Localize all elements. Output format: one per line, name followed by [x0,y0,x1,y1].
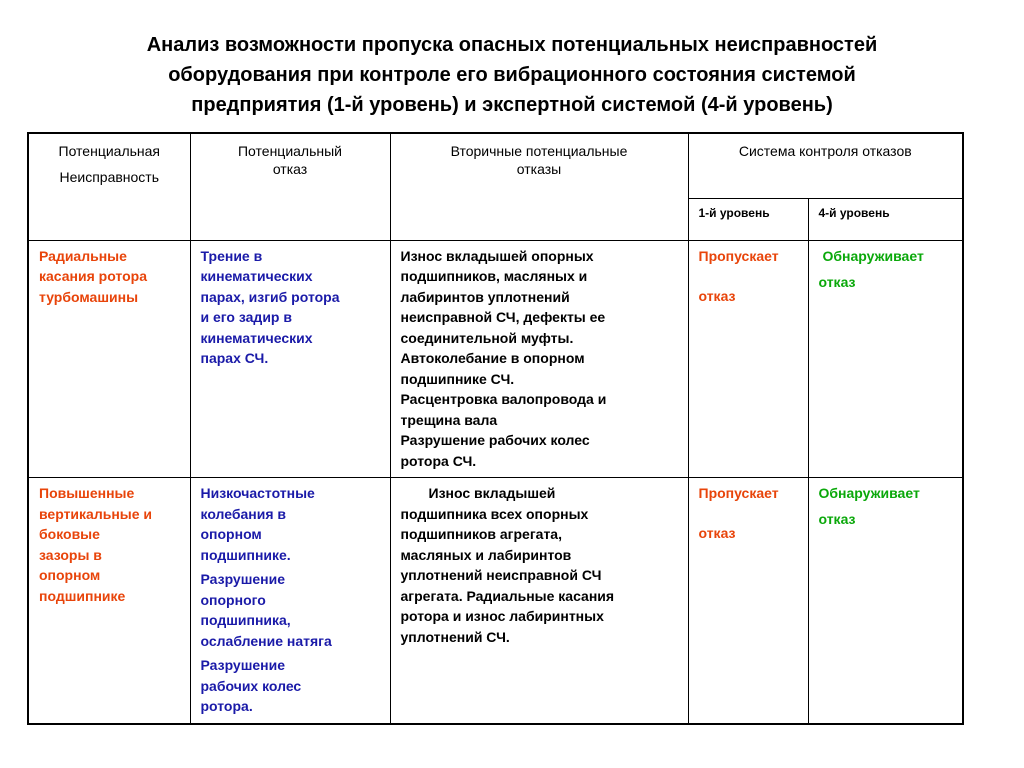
secondary-line: подшипнике СЧ. [400,370,515,387]
secondary-line: ротора СЧ. [400,452,477,469]
verdict-gap [699,269,800,283]
secondary-line: уплотнений СЧ. [400,628,510,645]
level1-verdict-cell [688,478,808,724]
failure-line: подшипнике. [200,546,291,563]
header-failure-control-system: Система контроля отказов [688,133,963,198]
malfunction-line: турбомашины [39,288,139,305]
secondary-line: Автоколебание в опорном [400,350,585,366]
failure-line: кинематических [200,329,313,346]
secondary-line: подшипника всех опорных [400,505,589,522]
analysis-table [27,132,964,725]
failure-line: и его задир в [200,309,292,325]
slide-title [60,30,964,120]
verdict-line: отказ [818,511,856,527]
malfunction-cell [28,240,190,478]
secondary-line: подшипников, масляных и [400,268,588,284]
secondary-cell [390,240,688,478]
malfunction-line: касания ротора [39,268,147,284]
failure-line: Низкочастотные [200,485,315,501]
malfunction-line: боковые [39,526,100,542]
malfunction-line: опорном [39,567,101,583]
header-col3-line1: Вторичные потенциальные [450,143,628,159]
secondary-line: Расцентровка валопровода и [400,391,607,407]
failure-group [201,483,382,565]
malfunction-line: Повышенные [39,485,135,501]
failure-line: ротора. [200,698,253,714]
secondary-line: соединительной муфты. [400,329,574,346]
secondary-line: масляных и лабиринтов [400,546,572,563]
failure-cell [190,478,390,724]
malfunction-line: Радиальные [39,247,127,264]
header-col2-line1: Потенциальный [237,143,342,159]
header-potential-failure [190,133,390,240]
table-row [28,478,963,724]
failure-line: парах СЧ. [200,350,269,366]
failure-line: ослабление натяга [200,632,332,649]
failure-line: рабочих колес [200,677,302,694]
failure-line: Разрушение [200,657,286,673]
malfunction-line: зазоры в [39,546,102,563]
verdict-line: отказ [818,273,856,290]
header-col1-line2: Неисправность [59,169,160,185]
header-col2-line2: отказ [272,161,308,177]
header-col1-line1: Потенциальная [58,143,160,159]
failure-line: кинематических [200,268,313,284]
secondary-line: Износ вкладышей опорных [400,247,594,264]
level4-verdict-cell [808,240,963,478]
level4-verdict-cell [808,478,963,724]
failure-line: колебания в [200,505,286,522]
header-level-1: 1-й уровень [688,198,808,240]
header-potential-malfunction [28,133,190,240]
title-line-1: Анализ возможности пропуска опасных потенциальных неисправностей [146,34,878,56]
verdict-line: Обнаруживает [818,485,920,501]
verdict-line: Обнаруживает [822,247,924,264]
failure-line: парах, изгиб ротора [200,288,340,305]
title-line-2: оборудования при контроле его вибрационного состояния системой [168,64,856,86]
failure-line: опорном [200,526,262,542]
header-level-4: 4-й уровень [808,198,963,240]
secondary-line: агрегата. Радиальные касания [400,587,615,604]
header-secondary-failures [390,133,688,240]
secondary-line: подшипников агрегата, [400,526,562,542]
failure-line: опорного [200,591,266,608]
secondary-line: уплотнений неисправной СЧ [400,567,602,583]
secondary-line: Разрушение рабочих колес [400,432,590,448]
table-row [28,240,963,478]
verdict-line: отказ [698,525,736,541]
failure-cell [190,240,390,478]
failure-line: Разрушение [200,571,286,587]
secondary-line: лабиринтов уплотнений [400,288,570,305]
header-col3-line2: отказы [516,161,562,177]
header-row [28,133,963,198]
malfunction-cell [28,478,190,724]
verdict-line: Пропускает [698,247,779,264]
secondary-cell [390,478,688,724]
secondary-line: Износ вкладышей [428,485,556,501]
secondary-line: неисправной СЧ, дефекты ее [400,309,606,325]
title-line-3: предприятия (1-й уровень) и экспертной системой (4-й уровень) [191,94,833,116]
failure-group [201,569,382,651]
secondary-line: трещина вала [400,411,498,428]
failure-line: подшипника, [200,612,291,628]
malfunction-line: вертикальные и [39,505,153,522]
failure-line: Трение в [200,247,263,264]
verdict-line: отказ [698,287,736,304]
malfunction-line: подшипнике [39,587,126,604]
secondary-line: ротора и износ лабиринтных [400,608,604,624]
level1-verdict-cell [688,240,808,478]
verdict-gap [699,506,800,520]
failure-group [201,655,382,717]
verdict-line: Пропускает [698,485,779,501]
